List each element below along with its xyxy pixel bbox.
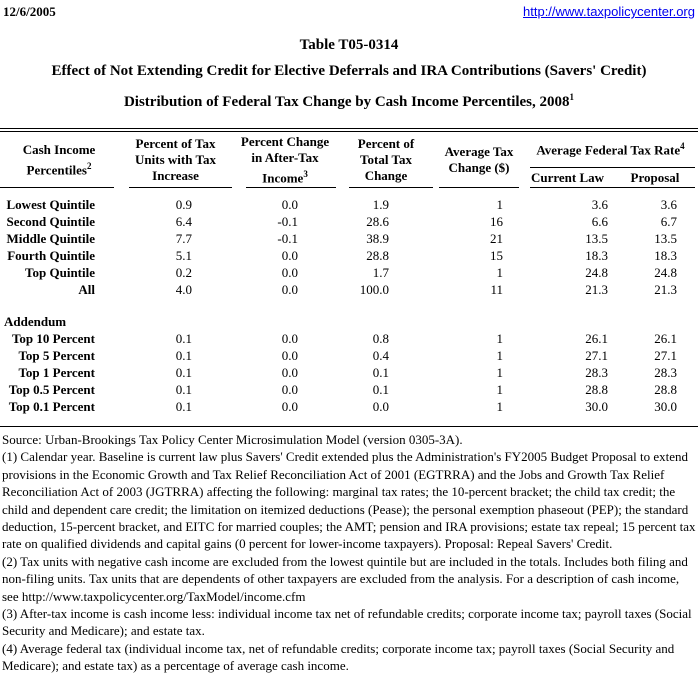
top-bar [0,0,698,20]
header-average-tax-change: Average Tax Change ($) [435,132,523,188]
cell-value: 0.1 [175,365,192,380]
header-current-law: Current Law [523,168,612,188]
cell-value: 0.1 [175,331,192,346]
cell-value: 1 [496,197,503,212]
taxpolicycenter-link[interactable]: http://www.taxpolicycenter.org [523,4,695,19]
title-block [0,32,698,115]
cell-value: 24.8 [585,265,608,280]
table-row [0,281,698,298]
cell-value: 0.1 [372,365,389,380]
table-body [0,188,698,415]
cell-value: 0.1 [175,382,192,397]
footnote-ref-1: 1 [569,92,575,102]
cell-value: 0.0 [281,399,298,414]
cell-value: 0.1 [175,399,192,414]
section-label: Addendum [4,314,67,329]
cell-value: 21.3 [654,282,677,297]
cell-value: 6.4 [175,214,192,229]
cell-value: 28.8 [654,382,677,397]
table-main-title: Effect of Not Extending Credit for Elective Deferrals and IRA Contributions (Savers' Credit) [51,63,647,79]
cell-value: 15 [490,248,503,263]
header-underline [530,187,612,188]
cell-value: 3.6 [660,197,677,212]
cell-value: 30.0 [585,399,608,414]
header-underline [246,187,336,188]
table-header [0,132,698,188]
header-proposal: Proposal [612,168,698,188]
distribution-table [0,132,698,415]
spacer-row [0,298,698,313]
cell-value: 21.3 [585,282,608,297]
footnote-4: (4) Average federal tax (individual income tax, net of refundable credits; corporate income tax; payroll taxes (Social Security and Medicare); and estate tax) as a percentage of average cash income. [2,640,675,674]
cell-value: 11 [490,282,503,297]
footnote-1: (1) Calendar year. Baseline is current law plus Savers' Credit extended plus the Administration's FY2005 Budget Proposal to extend provisions in the Economic Growth and Tax Relief Reconciliation Act of 2001 (EGTRRA) and the Jobs and Growth Tax Relief Reconciliation Act of 2003 (JGTRRA) affecting the following: marginal tax rates; the 10-percent bracket; the child tax credit; the child and dependent care credit; the limitation on itemized deductions (Pease); the personal exemption phaseout (PEP); the standard deduction, 15-percent bracket, and EITC for married couples; the AMT; pension and IRA provisions; estate tax repeal; 15 percent tax rate on qualified dividends and capital gains (0 percent for lower-income taxpayers). Proposal: Repeal Savers' Credit. [2,449,696,552]
cell-value: 21 [490,231,503,246]
cell-value: 1 [496,399,503,414]
cell-value: 28.3 [585,365,608,380]
cell-value: 0.0 [281,382,298,397]
cell-value: 30.0 [654,399,677,414]
table-number-title: Table T05-0314 [299,37,399,53]
cell-value: 7.7 [175,231,192,246]
row-label: Lowest Quintile [6,197,95,212]
cell-value: 0.9 [175,197,192,212]
row-label: Middle Quintile [6,231,95,246]
cell-value: 26.1 [654,331,677,346]
header-underline [0,187,114,188]
header-pct-change-after-tax-income: Percent Change in After-Tax Income$^3$ [233,132,337,188]
row-label: Top Quintile [25,265,95,280]
table-row [0,398,698,415]
cell-value: 0.1 [175,348,192,363]
cell-value: 4.0 [175,282,192,297]
cell-value: 1 [496,365,503,380]
row-label: Second Quintile [6,214,95,229]
footnote-3: (3) After-tax income is cash income less: individual income tax net of refundable credits; corporate income tax; payroll taxes (Social Security and Medicare); and estate tax. [2,606,692,639]
footnote-2: (2) Tax units with negative cash income are excluded from the lowest quintile but are included in the totals. Includes both filing and non-filing units. Tax units that are dependents of other taxpayers are excluded from the analysis. For a description of cash income, see http://www.taxpolicycenter.org/TaxModel/income.cfm [2,553,688,604]
cell-value: 0.0 [281,348,298,363]
row-label: Top 0.1 Percent [8,399,95,414]
cell-value: 1 [496,265,503,280]
row-label: Top 0.5 Percent [8,382,95,397]
cell-value: 38.9 [366,231,389,246]
cell-value: 13.5 [654,231,677,246]
cell-value: 0.8 [372,331,389,346]
table-row [0,347,698,364]
cell-value: 26.1 [585,331,608,346]
cell-value: 28.6 [366,214,389,229]
footnotes [0,431,698,675]
cell-value: 100.0 [359,282,389,297]
row-label: Fourth Quintile [7,248,95,263]
cell-value: 28.3 [654,365,677,380]
cell-value: 0.0 [281,197,298,212]
table-row [0,264,698,281]
table-row [0,364,698,381]
spacer-cell [0,298,698,313]
cell-value: 27.1 [654,348,677,363]
cell-value: 1 [496,348,503,363]
cell-value: 13.5 [585,231,608,246]
cell-value: 0.1 [372,382,389,397]
row-label: Top 5 Percent [18,348,95,363]
header-cash-income-percentiles: Cash Income Percentiles$^2$ [0,132,118,188]
cell-value: 6.7 [660,214,677,229]
table-row [0,230,698,247]
cell-value: -0.1 [277,231,298,246]
table-row [0,213,698,230]
table-row [0,247,698,264]
cell-value: 3.6 [591,197,608,212]
date-text: 12/6/2005 [3,4,56,19]
cell-value: 1.9 [372,197,389,212]
cell-value: 0.0 [281,248,298,263]
header-underline [129,187,232,188]
row-label: Top 1 Percent [18,365,95,380]
cell-value: 18.3 [654,248,677,263]
cell-value: 0.4 [372,348,389,363]
cell-value: 24.8 [654,265,677,280]
header-average-federal-tax-rate: Average Federal Tax Rate$^4$ [523,132,698,168]
table-bottom-rule [0,426,698,427]
footnote-ref-3: 3 [303,168,308,179]
cell-value: 0.0 [281,331,298,346]
cell-value: 0.0 [372,399,389,414]
header-underline [439,187,519,188]
cell-value: 0.0 [281,282,298,297]
cell-value: 0.0 [281,265,298,280]
table-row [0,188,698,213]
cell-value: 5.1 [175,248,192,263]
table-sub-title: Distribution of Federal Tax Change by Cash Income Percentiles, 2008$^1$ [123,92,575,110]
table-row [0,381,698,398]
section-row [0,313,698,330]
cell-value: 6.6 [591,214,608,229]
cell-value: 28.8 [366,248,389,263]
cell-value: 16 [490,214,503,229]
cell-value: 1 [496,331,503,346]
header-underline [612,187,695,188]
cell-value: 0.2 [175,265,192,280]
cell-value: 1 [496,382,503,397]
row-label: All [78,282,95,297]
table-row [0,330,698,347]
row-label: Top 10 Percent [11,331,95,346]
cell-value: 18.3 [585,248,608,263]
source-note: Source: Urban-Brookings Tax Policy Center Microsimulation Model (version 0305-3A). [2,432,463,447]
footnote-ref-2: 2 [86,160,92,171]
footnote-ref-4: 4 [680,141,685,152]
cell-value: 0.0 [281,365,298,380]
cell-value: -0.1 [277,214,298,229]
cell-value: 1.7 [372,265,389,280]
cell-value: 27.1 [585,348,608,363]
cell-value: 28.8 [585,382,608,397]
header-pct-tax-units-increase: Percent of Tax Units with Tax Increase [118,132,233,188]
header-pct-total-tax-change: Percent of Total Tax Change [337,132,435,188]
header-underline [349,187,433,188]
